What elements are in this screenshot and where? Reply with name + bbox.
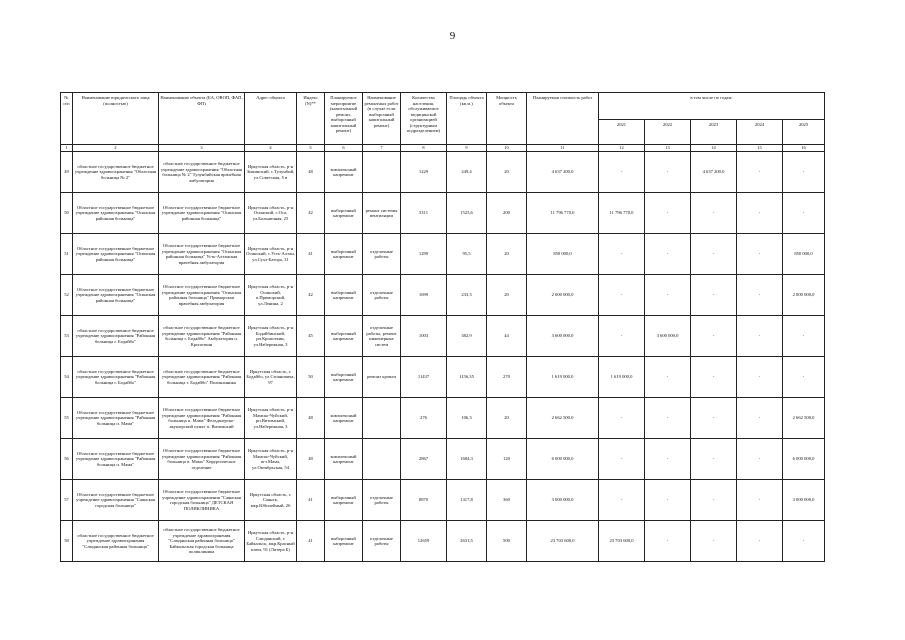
cost-2023: - [691,357,737,398]
planned-measure: выборочный капремонт [325,193,363,234]
index-code: 45 [297,316,325,357]
index-code: 48 [297,439,325,480]
cost-2025: 2 000 000,0 [783,275,825,316]
served-population: 5311 [401,193,447,234]
index-code: 41 [297,234,325,275]
cost-2022: - [645,398,691,439]
column-number: 3 [159,145,245,152]
cost-2024: - [737,398,783,439]
object-area: 1684,3 [447,439,487,480]
header-cost: Планируемая стоимость работ [527,93,599,145]
cost-2021: - [599,316,645,357]
column-number: 6 [325,145,363,152]
cost-2024: - [737,275,783,316]
header-by-year: в том числе по годам: [599,93,825,120]
cost-2025: 3 000 000,0 [783,480,825,521]
entity-name: Областное государственное бюджетное учреждение здравоохранения "Районная больница п. Мама" [73,439,159,480]
cost-2023: - [691,521,737,562]
object-name: областное государственное бюджетное учреждение здравоохранения "Слюдянская районная больница" Байкальская городская больница поликлиника [159,521,245,562]
header-year: 2022 [645,120,691,145]
column-number: 7 [363,145,401,152]
repair-works [363,398,401,439]
repair-works: отделочные работы [363,275,401,316]
cost-2024: - [737,152,783,193]
header-year: 2024 [737,120,783,145]
served-population: 12659 [401,521,447,562]
row-number: 57 [61,480,73,521]
cost-2023: 4 637 200,0 [691,152,737,193]
column-number: 12 [599,145,645,152]
cost-2024: - [737,521,783,562]
object-address: Иркутская область, р-н Зиминский, с.Тулунбий, ул.Советская, 5 в [245,152,297,193]
column-number: 9 [447,145,487,152]
served-population: 1699 [401,275,447,316]
planned-measure: выборочный капремонт [325,357,363,398]
planned-cost: 2 662 500,0 [527,398,599,439]
cost-2021: 11 796 770,0 [599,193,645,234]
repair-works [363,439,401,480]
column-number: 11 [527,145,599,152]
header-year: 2021 [599,120,645,145]
object-name: областное государственное бюджетное учреждение здравоохранения "Районная больница г. Бодайбо" Амбулатория п. Кропоткин [159,316,245,357]
cost-2024: - [737,439,783,480]
object-name: областное государственное бюджетное учреждение здравоохранения "Областная больница № 2" Тулунбийская врачебная амбулатория [159,152,245,193]
row-number: 53 [61,316,73,357]
header-residents: Количество населения, обслуживаемое медицинской организацией (структурным подразделением) [401,93,447,145]
planned-measure: выборочный капремонт [325,316,363,357]
object-capacity: 360 [487,480,527,521]
object-area: 1525,6 [447,193,487,234]
cost-2022: - [645,357,691,398]
entity-name: Областное государственное бюджетное учреждение здравоохранения "Осинская районная больница" [73,275,159,316]
planned-measure: выборочный капремонт [325,480,363,521]
cost-2024: - [737,234,783,275]
planned-cost: 3 000 000,0 [527,480,599,521]
object-address: Иркутская область, р-н Мамско-Чуйский, рп.Витимский, ул.Набережная, 3 [245,398,297,439]
object-address: Иркутская область, р-н Бодайбинский, рп.Кропоткин, ул.Набережная, 3 [245,316,297,357]
served-population: 1229 [401,152,447,193]
cost-2023: - [691,275,737,316]
column-number: 13 [645,145,691,152]
cost-2022: - [645,193,691,234]
repair-works: отделочные работы [363,480,401,521]
repair-works [363,152,401,193]
cost-2024: - [737,316,783,357]
planned-cost: 6 000 000,0 [527,439,599,480]
header-year: 2025 [783,120,825,145]
object-capacity: 20 [487,234,527,275]
object-area: 2631,5 [447,521,487,562]
table-row [61,193,825,234]
object-capacity: 500 [487,521,527,562]
object-capacity: 44 [487,316,527,357]
column-number: 8 [401,145,447,152]
column-number: 10 [487,145,527,152]
index-code: 42 [297,193,325,234]
object-area: 382,9 [447,316,487,357]
index-code: 42 [297,275,325,316]
served-population: 1299 [401,234,447,275]
cost-2023: - [691,439,737,480]
header-capacity: Мощность объекта [487,93,527,145]
repair-works: отделочные работы, ремонт инженерных систем [363,316,401,357]
object-name: Областное государственное бюджетное учреждение здравоохранения "Районная больница п. Мама" Фельдшерско-акушерский пункт п. Витимский [159,398,245,439]
object-area: 106,3 [447,398,487,439]
planned-cost: 4 637 200,0 [527,152,599,193]
object-capacity: 20 [487,275,527,316]
cost-2022: - [645,480,691,521]
object-name: Областное государственное бюджетное учреждение здравоохранения "Осинская районная больница" Усть-Алтанская врачебная амбулатория [159,234,245,275]
row-number: 55 [61,398,73,439]
header-code: Индекс (N)** [297,93,325,145]
served-population: 1003 [401,316,447,357]
table-row [61,521,825,562]
table-row [61,480,825,521]
header-object: Наименование объекта (БА, ОВОП, ФАП, ФП) [159,93,245,145]
cost-2023: - [691,193,737,234]
cost-2022: - [645,439,691,480]
object-name: областное государственное бюджетное учреждение здравоохранения "Районная больница г. Бодайбо" Поликлиника [159,357,245,398]
column-numbers-row [61,145,825,152]
cost-2025: 850 000,0 [783,234,825,275]
cost-2025: - [783,193,825,234]
planned-measure: выборочный капремонт [325,521,363,562]
cost-2024: - [737,193,783,234]
object-name: Областное государственное бюджетное учреждение здравоохранения "Осинская районная больница" [159,193,245,234]
object-address: Иркутская область, р-н Осинский, с.Оса, ул.Больничная, 25 [245,193,297,234]
entity-name: областное государственное бюджетное учреждение здравоохранения "Районная больница г. Бодайбо" [73,357,159,398]
index-code: 41 [297,521,325,562]
cost-2021: 23 703 600,0 [599,521,645,562]
served-population: 11437 [401,357,447,398]
cost-2021: - [599,152,645,193]
cost-2025: 2 662 500,0 [783,398,825,439]
object-capacity: 270 [487,357,527,398]
row-number: 54 [61,357,73,398]
served-population: 8870 [401,480,447,521]
object-area: 1317,8 [447,480,487,521]
cost-2022: 3 600 000,0 [645,316,691,357]
header-planned: Планируемое мероприятие (капитальный ремонт, выборочный капитальный ремонт) [325,93,363,145]
table-body [61,152,825,562]
index-code: 41 [297,480,325,521]
cost-2025: - [783,316,825,357]
row-number: 58 [61,521,73,562]
planned-measure: выборочный капремонт [325,234,363,275]
planned-cost: 3 600 000,0 [527,316,599,357]
served-population: 2867 [401,439,447,480]
object-area: 1156,35 [447,357,487,398]
object-area: 95,5 [447,234,487,275]
object-capacity: 200 [487,193,527,234]
object-capacity: 120 [487,439,527,480]
cost-2022: - [645,234,691,275]
cost-2021: 1 619 000,0 [599,357,645,398]
row-number: 52 [61,275,73,316]
cost-2021: - [599,275,645,316]
entity-name: областное государственное бюджетное учреждение здравоохранения "Слюдянская районная больница" [73,521,159,562]
column-number: 15 [737,145,783,152]
repair-works: отделочные работы [363,521,401,562]
cost-2021: - [599,398,645,439]
cost-2023: - [691,480,737,521]
planned-measure: комплексный капремонт [325,152,363,193]
entity-name: Областное государственное бюджетное учреждение здравоохранения "Саянская городская больница" [73,480,159,521]
object-area: 233,3 [447,275,487,316]
table-row [61,398,825,439]
planned-cost: 2 000 000,0 [527,275,599,316]
planned-cost: 1 619 000,0 [527,357,599,398]
planned-measure: выборочный капремонт [325,275,363,316]
cost-2021: - [599,480,645,521]
cost-2025: - [783,152,825,193]
table-row [61,234,825,275]
planned-cost: 11 796 770,0 [527,193,599,234]
object-address: Иркутская область, р-н Осинский, п.Приморский, ул.Ленина, 2 [245,275,297,316]
object-name: Областное государственное бюджетное учреждение здравоохранения "Осинская районная больница" Приморская врачебная амбулатория [159,275,245,316]
cost-2023: - [691,234,737,275]
cost-2022: - [645,521,691,562]
planned-cost: 850 000,0 [527,234,599,275]
column-number: 4 [245,145,297,152]
object-name: Областное государственное бюджетное учреждение здравоохранения "Районная больница п. Мама" Хирургическое отделение [159,439,245,480]
header-address: Адрес объекта [245,93,297,145]
table-row [61,439,825,480]
entity-name: областное государственное бюджетное учреждение здравоохранения "Областная больница № 2" [73,152,159,193]
column-number: 1 [61,145,73,152]
header-area: Площадь объекта (кв.м.) [447,93,487,145]
page-number: 9 [449,30,456,42]
index-code: 50 [297,357,325,398]
served-population: 276 [401,398,447,439]
planned-measure: комплексный капремонт [325,398,363,439]
object-address: Иркутская область, р-н Слюдянский, г. Байкальск, мкр.Красный ключ, 91 (Литера Б) [245,521,297,562]
cost-2025: - [783,521,825,562]
index-code: 48 [297,152,325,193]
row-number: 49 [61,152,73,193]
object-address: Иркутская область, г. Саянск, мкр.Юбилейный, 26 [245,480,297,521]
entity-name: областное государственное бюджетное учреждение здравоохранения "Районная больница г. Бодайбо" [73,316,159,357]
row-number: 56 [61,439,73,480]
column-number: 2 [73,145,159,152]
column-number: 16 [783,145,825,152]
repair-works: ремонт системы вентиляции [363,193,401,234]
cost-2021: - [599,439,645,480]
column-number: 5 [297,145,325,152]
planned-cost: 23 703 600,0 [527,521,599,562]
capital-repair-table [60,92,825,562]
cost-2025: 6 000 000,0 [783,439,825,480]
entity-name: Областное государственное бюджетное учреждение здравоохранения "Осинская районная больница" [73,234,159,275]
row-number: 50 [61,193,73,234]
header-year: 2023 [691,120,737,145]
table-row [61,152,825,193]
cost-2025: - [783,357,825,398]
object-address: Иркутская область, р-н Мамско-Чуйский, пгт.Мама, ул.Октябрьская, 54 [245,439,297,480]
column-number: 14 [691,145,737,152]
entity-name: Областное государственное бюджетное учреждение здравоохранения "Осинская районная больница" [73,193,159,234]
planned-measure: комплексный капремонт [325,439,363,480]
header-num: № п/п [61,93,73,145]
header-entity: Наименование юридического лица (полностью) [73,93,159,145]
cost-2023: - [691,316,737,357]
object-address: Иркутская область, г. Бодайбо, ул.Стояновича, 97 [245,357,297,398]
object-capacity: 20 [487,152,527,193]
entity-name: Областное государственное бюджетное учреждение здравоохранения "Районная больница п. Мама" [73,398,159,439]
repair-works: отделочные работы [363,234,401,275]
table-row [61,357,825,398]
object-address: Иркутская область, р-н Осинский, с.Усть-Алтан, ул.Сухэ-Батора, 31 [245,234,297,275]
repair-works: ремонт кровли [363,357,401,398]
row-number: 51 [61,234,73,275]
index-code: 48 [297,398,325,439]
cost-2022: - [645,275,691,316]
cost-2024: - [737,357,783,398]
cost-2023: - [691,398,737,439]
header-works: Наименование ремонтных работ (в случае если выборочный капитальный ремонт) [363,93,401,145]
object-name: Областное государственное бюджетное учреждение здравоохранения "Саянская городская больница" ДЕТСКАЯ ПОЛИКЛИНИКА [159,480,245,521]
cost-2021: - [599,234,645,275]
table-row [61,275,825,316]
object-area: 249,4 [447,152,487,193]
table-row [61,316,825,357]
cost-2024: - [737,480,783,521]
header-row [61,93,825,120]
object-capacity: 20 [487,398,527,439]
cost-2022: - [645,152,691,193]
